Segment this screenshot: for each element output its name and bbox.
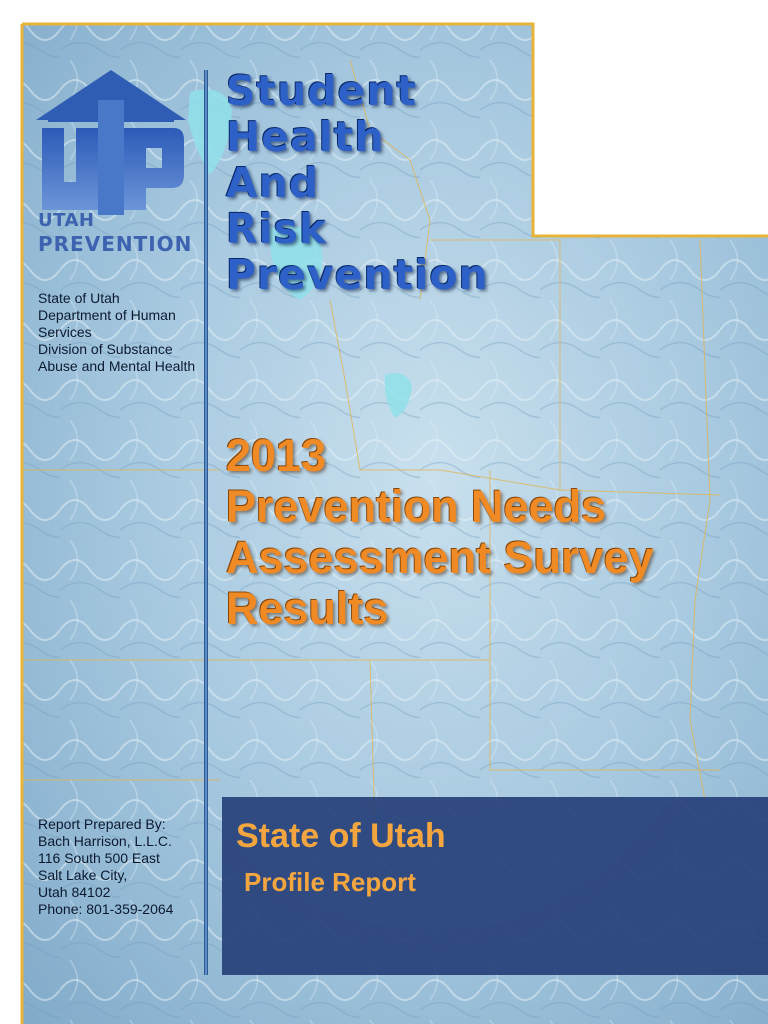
- preparer-line: 116 South 500 East: [38, 850, 160, 866]
- preparer-line: Phone: 801-359-2064: [38, 901, 174, 917]
- main-title-line: Health: [226, 113, 385, 161]
- main-title-line: And: [226, 159, 320, 207]
- survey-title-line: 2013: [226, 430, 327, 481]
- main-title-line: Risk: [226, 205, 328, 253]
- survey-title-line: Assessment Survey: [226, 532, 654, 583]
- logo-line-prevention: PREVENTION: [38, 232, 193, 256]
- preparer-line: Salt Lake City,: [38, 867, 128, 883]
- agency-line: Abuse and Mental Health: [38, 358, 196, 374]
- agency-line: Department of Human: [38, 307, 176, 323]
- agency-block: [38, 290, 203, 375]
- main-title: [226, 68, 489, 298]
- main-title-line: Prevention: [226, 251, 489, 299]
- main-title-line: Student: [226, 67, 418, 115]
- agency-line: Services: [38, 324, 92, 340]
- agency-line: Division of Substance: [38, 341, 173, 357]
- profile-subtitle: Profile Report: [244, 867, 416, 897]
- preparer-line: Report Prepared By:: [38, 816, 166, 832]
- vertical-divider: [204, 70, 208, 975]
- profile-banner: [222, 797, 768, 975]
- logo-line-utah: UTAH: [38, 210, 95, 231]
- preparer-block: [38, 816, 203, 918]
- survey-title: [226, 430, 654, 634]
- preparer-line: Bach Harrison, L.L.C.: [38, 833, 172, 849]
- preparer-line: Utah 84102: [38, 884, 111, 900]
- profile-title: State of Utah: [236, 817, 446, 855]
- survey-title-line: Prevention Needs: [226, 481, 607, 532]
- survey-title-line: Results: [226, 583, 389, 634]
- logo-wordmark: [38, 212, 192, 254]
- agency-line: State of Utah: [38, 290, 120, 306]
